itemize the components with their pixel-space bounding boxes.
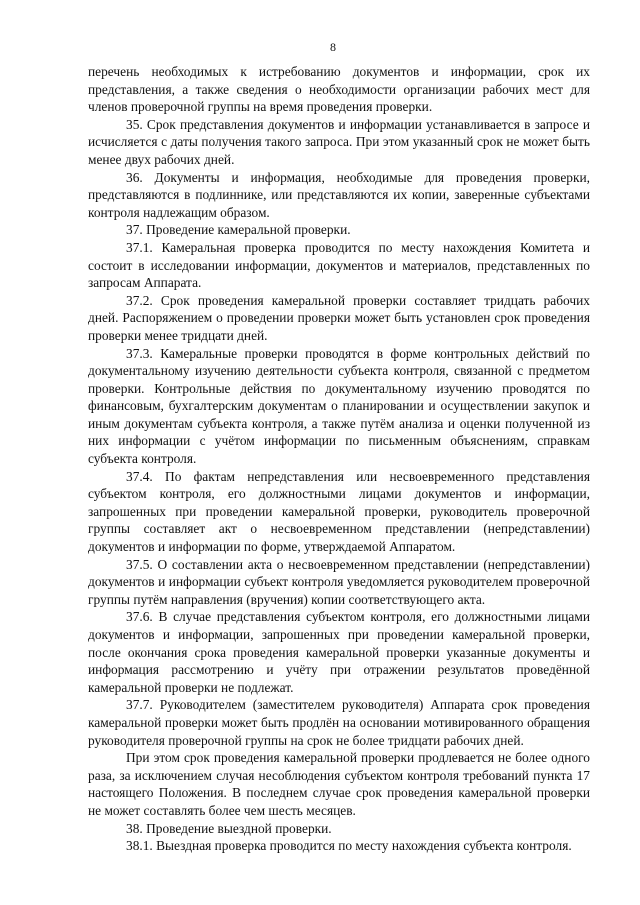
- paragraph-37-3: 37.3. Камеральные проверки проводятся в форме контрольных действий по документальному изучению деятельности субъекта контроля, связанной с предметом проверки. Контрольные действия по документальному изучению проводятся по финансовым, бухгалтерским документам о планировании и осуществлении закупок и иным документам субъекта контроля, а также путём анализа и оценки полученной из них информации с учётом информации по письменным объяснениям, справкам субъекта контроля.: [88, 345, 590, 467]
- paragraph-continuation: перечень необходимых к истребованию документов и информации, срок их представления, а также сведения о необходимости организации рабочих мест для членов проверочной группы на время проведения проверки.: [88, 64, 590, 115]
- paragraph-37-5: 37.5. О составлении акта о несвоевременном представлении (непредставлении) документов и информации субъект контроля уведомляется руководителем проверочной группы путём направления (вручения) копии соответствующего акта.: [88, 556, 590, 607]
- paragraph-38-heading: 38. Проведение выездной проверки.: [126, 820, 332, 836]
- paragraph-36: 36. Документы и информация, необходимые для проведения проверки, представляются в подлиннике, или представляются их копии, заверенные субъектами контроля надлежащим образом.: [88, 169, 590, 220]
- paragraph-37-2: 37.2. Срок проведения камеральной проверки составляет тридцать рабочих дней. Распоряжением о проведении проверки может быть установлен срок проведения проверки менее тридцати дней.: [88, 292, 590, 343]
- page-number: 8: [330, 40, 336, 54]
- paragraph-37-heading: 37. Проведение камеральной проверки.: [126, 222, 351, 238]
- paragraph-37-7-extension: При этом срок проведения камеральной проверки продлевается не более одного раза, за исключением случая несоблюдения субъектом контроля требований пункта 17 настоящего Положения. В последнем случае срок проведения камеральной проверки не может составлять более чем шесть месяцев.: [88, 750, 590, 818]
- paragraph-37-7: 37.7. Руководителем (заместителем руководителя) Аппарата срок проведения камеральной проверки может быть продлён на основании мотивированного обращения руководителя проверочной группы на срок не более тридцати рабочих дней.: [88, 697, 590, 748]
- paragraph-35: 35. Срок представления документов и информации устанавливается в запросе и исчисляется с даты получения такого запроса. При этом указанный срок не может быть менее двух рабочих дней.: [88, 116, 590, 167]
- paragraph-37-1: 37.1. Камеральная проверка проводится по месту нахождения Комитета и состоит в исследовании информации, документов и материалов, представленных по запросам Аппарата.: [88, 239, 590, 291]
- paragraph-37-6: 37.6. В случае представления субъектом контроля, его должностными лицами документов и информации, запрошенных при проведении камеральной проверки, после окончания срока проведения камеральной проверки указанные документы и информация рассмотрению и учёту при отражении результатов проведённой камеральной проверки не подлежат.: [88, 609, 590, 695]
- paragraph-38-1: 38.1. Выездная проверка проводится по месту нахождения субъекта контроля.: [126, 838, 572, 854]
- paragraph-37-4: 37.4. По фактам непредставления или несвоевременного представления субъектом контроля, его должностными лицами документов и информации, запрошенных при проведении камеральной проверки, руководитель проверочной группы составляет акт о несвоевременном представлении (непредставлении) документов и информации по форме, утверждаемой Аппаратом.: [88, 468, 590, 555]
